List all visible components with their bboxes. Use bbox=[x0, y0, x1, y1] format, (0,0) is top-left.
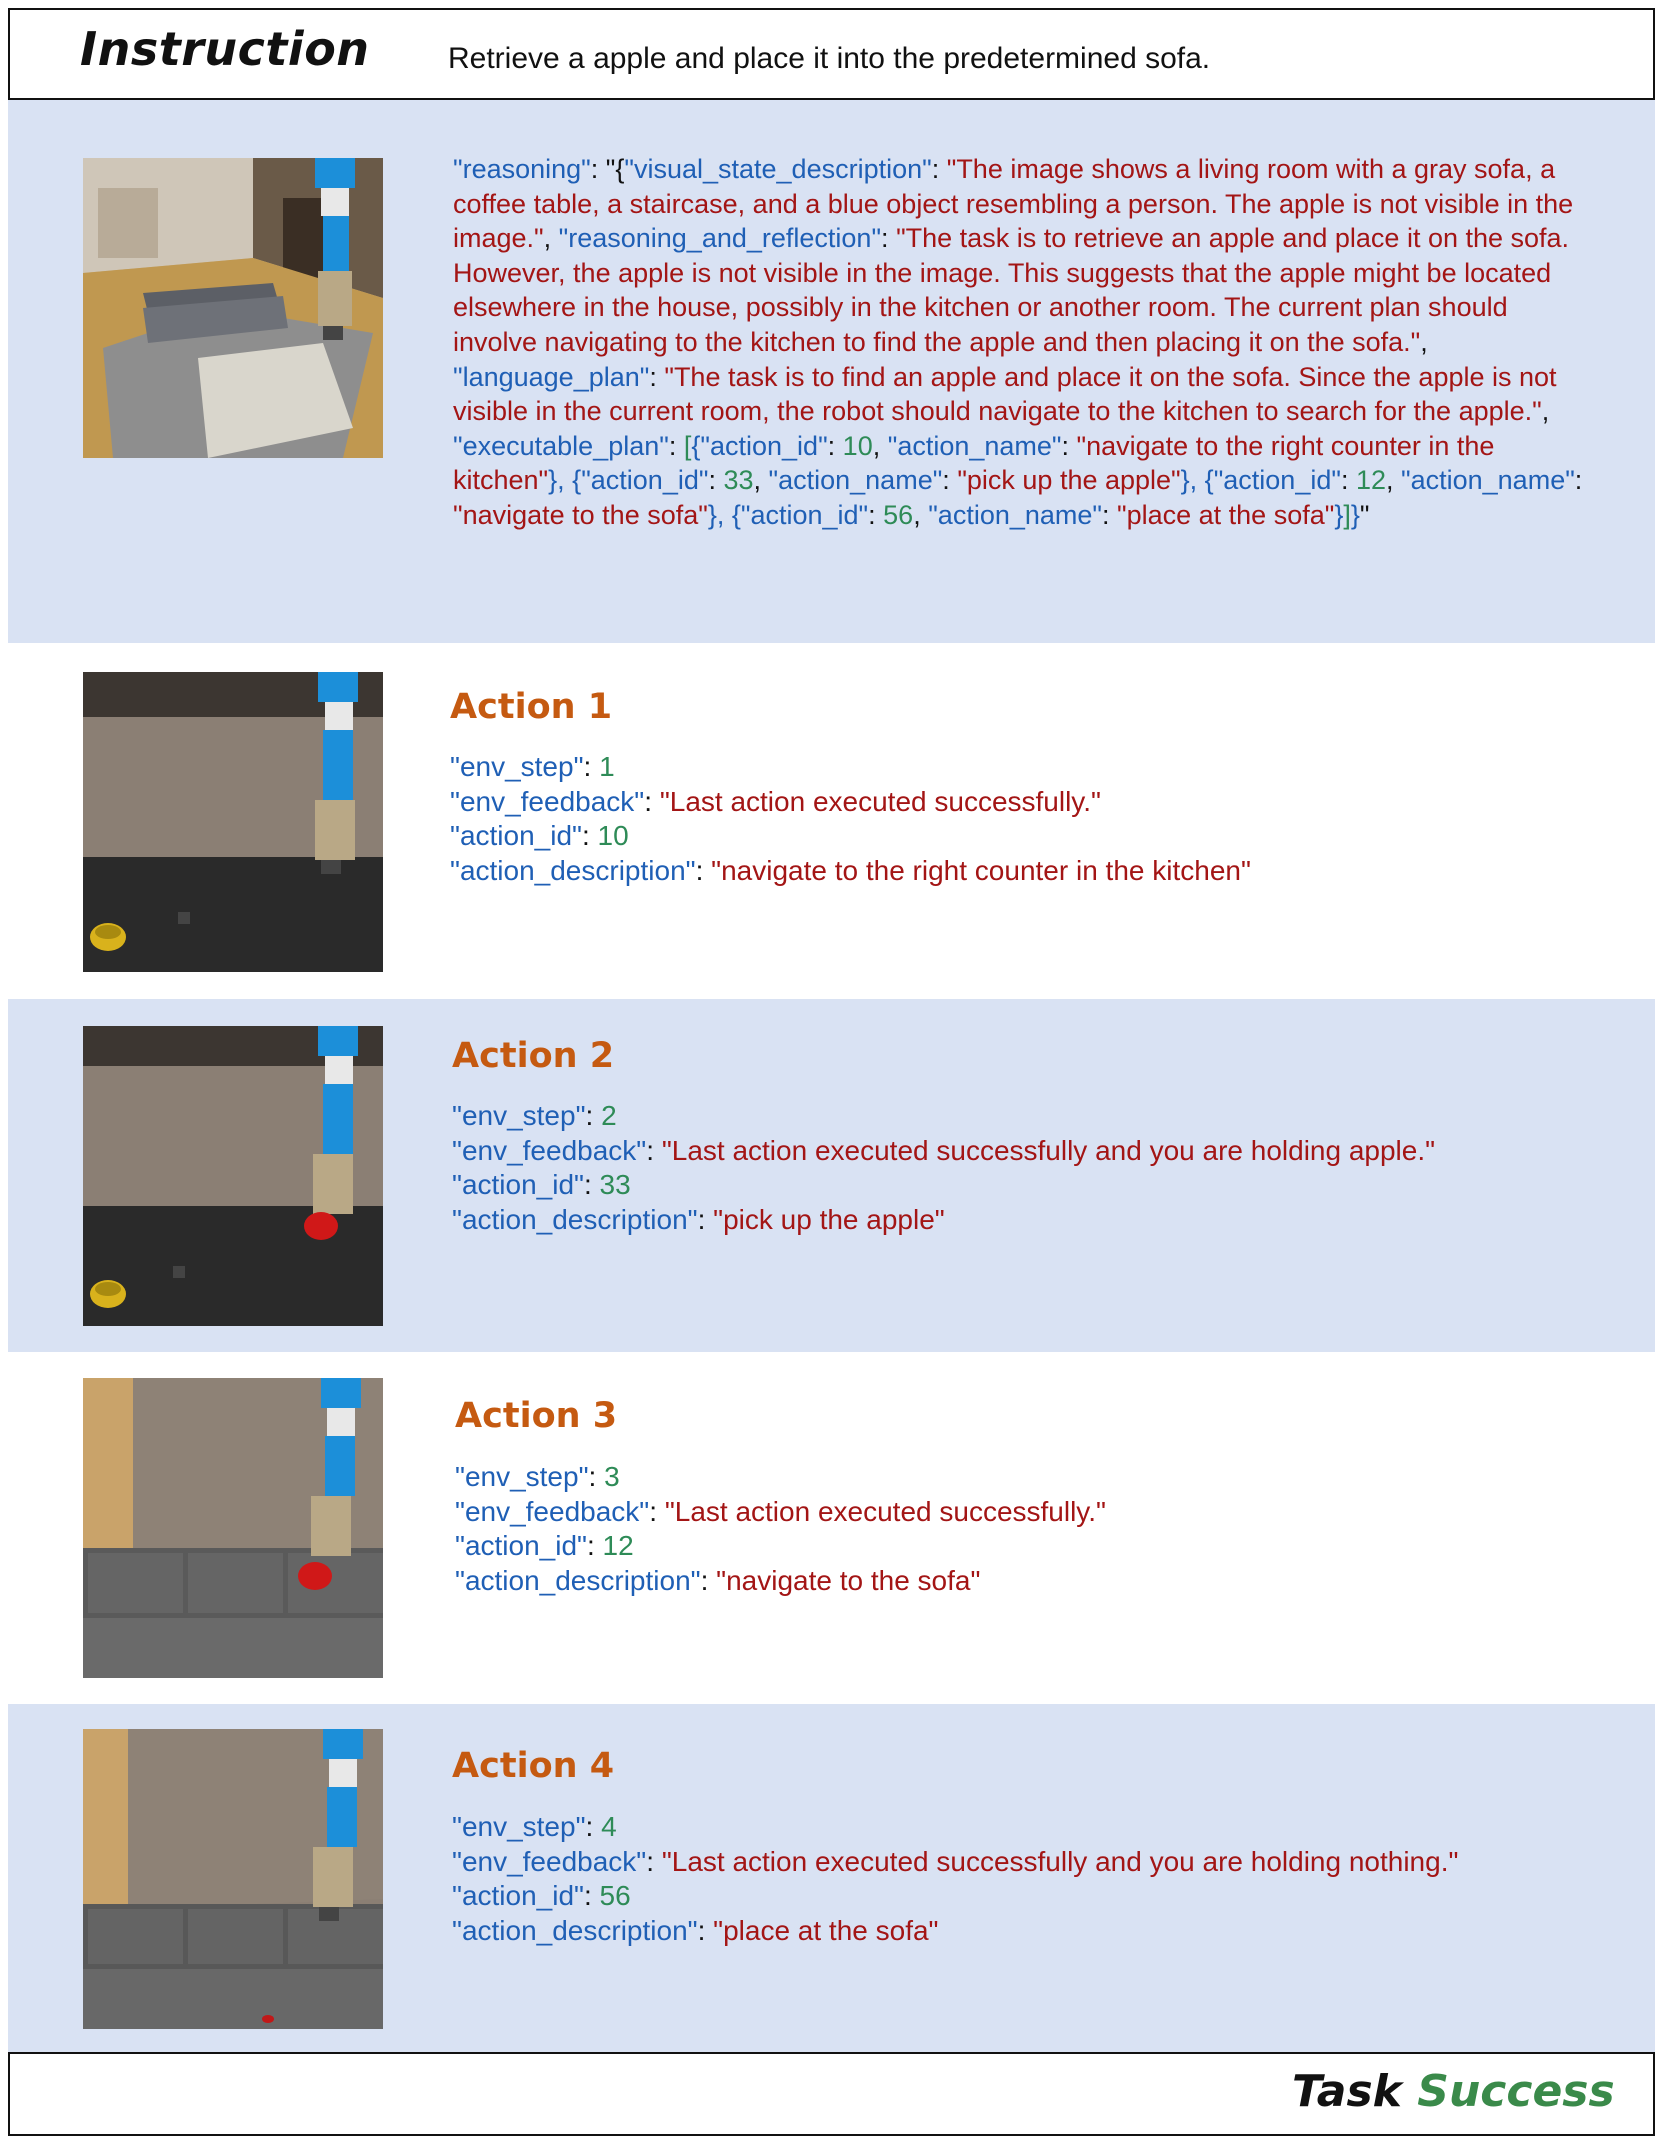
action-1-description: "navigate to the right counter in the kitchen" bbox=[711, 854, 1251, 886]
action-2-image bbox=[83, 1026, 383, 1326]
env-step-key: "env_step" bbox=[455, 1461, 589, 1492]
plan-action-id-key: "action_id" bbox=[700, 430, 828, 461]
action-1-details: "env_step": 1 "env_feedback": "Last action executed successfully." "action_id": 10 "action_description": "navigate to the right counter in the kitchen" bbox=[450, 751, 1251, 886]
plan-action-name-key: "action_name" bbox=[887, 430, 1062, 461]
reasoning-reflection-key: "reasoning_and_reflection" bbox=[558, 223, 882, 254]
action-4-env-step: 4 bbox=[601, 1811, 617, 1842]
plan-step-2-id: 33 bbox=[723, 465, 754, 496]
action-2-env-feedback: "Last action executed successfully and you are holding apple." bbox=[661, 1134, 1436, 1166]
language-plan-key: "language_plan" bbox=[453, 361, 650, 392]
action-1-title: Action 1 bbox=[450, 687, 613, 727]
plan-action-id-key: "action_id" bbox=[581, 465, 709, 496]
action-1-env-step: 1 bbox=[599, 751, 615, 782]
plan-step-1-name: "navigate to the right counter in the kitchen" bbox=[453, 430, 1495, 496]
action-2-details: "env_step": 2 "env_feedback": "Last action executed successfully and you are holding apple." "action_id": 33 "action_description": "pick up the apple" bbox=[452, 1100, 1436, 1235]
env-feedback-key: "env_feedback" bbox=[455, 1495, 650, 1527]
action-3-description: "navigate to the sofa" bbox=[716, 1564, 981, 1596]
action-id-key: "action_id" bbox=[450, 820, 582, 852]
env-feedback-key: "env_feedback" bbox=[452, 1134, 647, 1166]
reasoning-key: "reasoning" bbox=[453, 154, 591, 184]
action-2-env-step: 2 bbox=[601, 1100, 617, 1131]
action-4-image bbox=[83, 1729, 383, 2029]
success-label: Success bbox=[1417, 2066, 1615, 2117]
action-4-description: "place at the sofa" bbox=[713, 1914, 939, 1946]
action-id-key: "action_id" bbox=[455, 1530, 587, 1562]
env-step-key: "env_step" bbox=[450, 751, 584, 782]
instruction-text: Retrieve a apple and place it into the predetermined sofa. bbox=[448, 42, 1211, 75]
task-label: Task bbox=[1292, 2066, 1402, 2117]
plan-step-3-name: "navigate to the sofa" bbox=[453, 499, 708, 530]
plan-step-4-name: "place at the sofa" bbox=[1117, 499, 1335, 530]
action-3-image bbox=[83, 1378, 383, 1678]
language-plan: "The task is to find an apple and place it on the sofa. Since the apple is not visible in the current room, the robot should navigate to the kitchen to search for the apple." bbox=[453, 361, 1557, 427]
action-1-image bbox=[83, 672, 383, 972]
visual-state-description: "The image shows a living room with a gray sofa, a coffee table, a staircase, and a blue object resembling a person. The apple is not visible in the image." bbox=[453, 154, 1574, 254]
executable-plan-key: "executable_plan" bbox=[453, 430, 669, 461]
action-2-action-id: 33 bbox=[599, 1169, 631, 1201]
action-2-description: "pick up the apple" bbox=[713, 1203, 945, 1235]
env-step-key: "env_step" bbox=[452, 1100, 586, 1131]
plan-step-4-id: 56 bbox=[883, 499, 914, 530]
action-description-key: "action_description" bbox=[455, 1564, 701, 1596]
action-3-env-step: 3 bbox=[604, 1461, 620, 1492]
action-2-title: Action 2 bbox=[452, 1036, 615, 1076]
env-feedback-key: "env_feedback" bbox=[450, 785, 645, 817]
plan-step-2-name: "pick up the apple" bbox=[957, 465, 1181, 496]
action-1-action-id: 10 bbox=[597, 820, 629, 852]
action-4-details: "env_step": 4 "env_feedback": "Last action executed successfully and you are holding nothing." "action_id": 56 "action_description": "place at the sofa" bbox=[452, 1811, 1459, 1946]
action-1-env-feedback: "Last action executed successfully." bbox=[659, 785, 1101, 817]
action-id-key: "action_id" bbox=[452, 1169, 584, 1201]
plan-action-name-key: "action_name" bbox=[768, 465, 943, 496]
reasoning-and-reflection: "The task is to retrieve an apple and place it on the sofa. However, the apple is not visible in the image. This suggests that the apple might be located elsewhere in the house, possibly in the kitchen or another room. The current plan should involve navigating to the kitchen to find the apple and then placing it on the sofa." bbox=[453, 223, 1570, 357]
reasoning-json: "reasoning": "{"visual_state_description": "The image shows a living room with a gray sofa, a coffee table, a staircase, and a blue object resembling a person. The apple is not visible in the image.", "reasoning_and_reflection": "The task is to retrieve an apple and place it on the sofa. However, the apple is not visible in the image. This suggests that the apple might be located elsewhere in the house, possibly in the kitchen or another room. The current plan should involve navigating to the kitchen to find the apple and then placing it on the sofa.", "language_plan": "The task is to find an apple and place it on the sofa. Since the apple is not visible in the current room, the robot should navigate to the kitchen to search for the apple.", "executable_plan": [{"action_id": 10, "action_name": "navigate to the right counter in the kitchen"}, {"action_id": 33, "action_name": "pick up the apple"}, {"action_id": 12, "action_name": "navigate to the sofa"}, {"action_id": 56, "action_name": "place at the sofa"}]}" bbox=[453, 154, 1583, 530]
action-description-key: "action_description" bbox=[452, 1203, 698, 1235]
action-3-title: Action 3 bbox=[455, 1396, 618, 1436]
action-4-action-id: 56 bbox=[599, 1880, 631, 1912]
task-result bbox=[1292, 2066, 1615, 2117]
action-description-key: "action_description" bbox=[452, 1914, 698, 1946]
action-3-action-id: 12 bbox=[602, 1530, 634, 1562]
living-room-image bbox=[83, 158, 383, 458]
action-3-details: "env_step": 3 "env_feedback": "Last action executed successfully." "action_id": 12 "action_description": "navigate to the sofa" bbox=[455, 1461, 1106, 1596]
plan-action-id-key: "action_id" bbox=[740, 499, 869, 530]
plan-step-3-id: 12 bbox=[1355, 465, 1386, 496]
plan-action-name-key: "action_name" bbox=[1401, 465, 1575, 496]
action-3-env-feedback: "Last action executed successfully." bbox=[664, 1495, 1106, 1527]
action-id-key: "action_id" bbox=[452, 1880, 584, 1912]
env-step-key: "env_step" bbox=[452, 1811, 586, 1842]
plan-action-name-key: "action_name" bbox=[928, 499, 1102, 530]
visual-state-key: "visual_state_description" bbox=[624, 154, 932, 184]
action-description-key: "action_description" bbox=[450, 854, 696, 886]
env-feedback-key: "env_feedback" bbox=[452, 1845, 647, 1877]
plan-action-id-key: "action_id" bbox=[1213, 465, 1341, 496]
action-4-title: Action 4 bbox=[452, 1746, 615, 1786]
plan-step-1-id: 10 bbox=[842, 430, 873, 461]
instruction-label: Instruction bbox=[80, 22, 370, 76]
action-4-env-feedback: "Last action executed successfully and you are holding nothing." bbox=[661, 1845, 1459, 1877]
